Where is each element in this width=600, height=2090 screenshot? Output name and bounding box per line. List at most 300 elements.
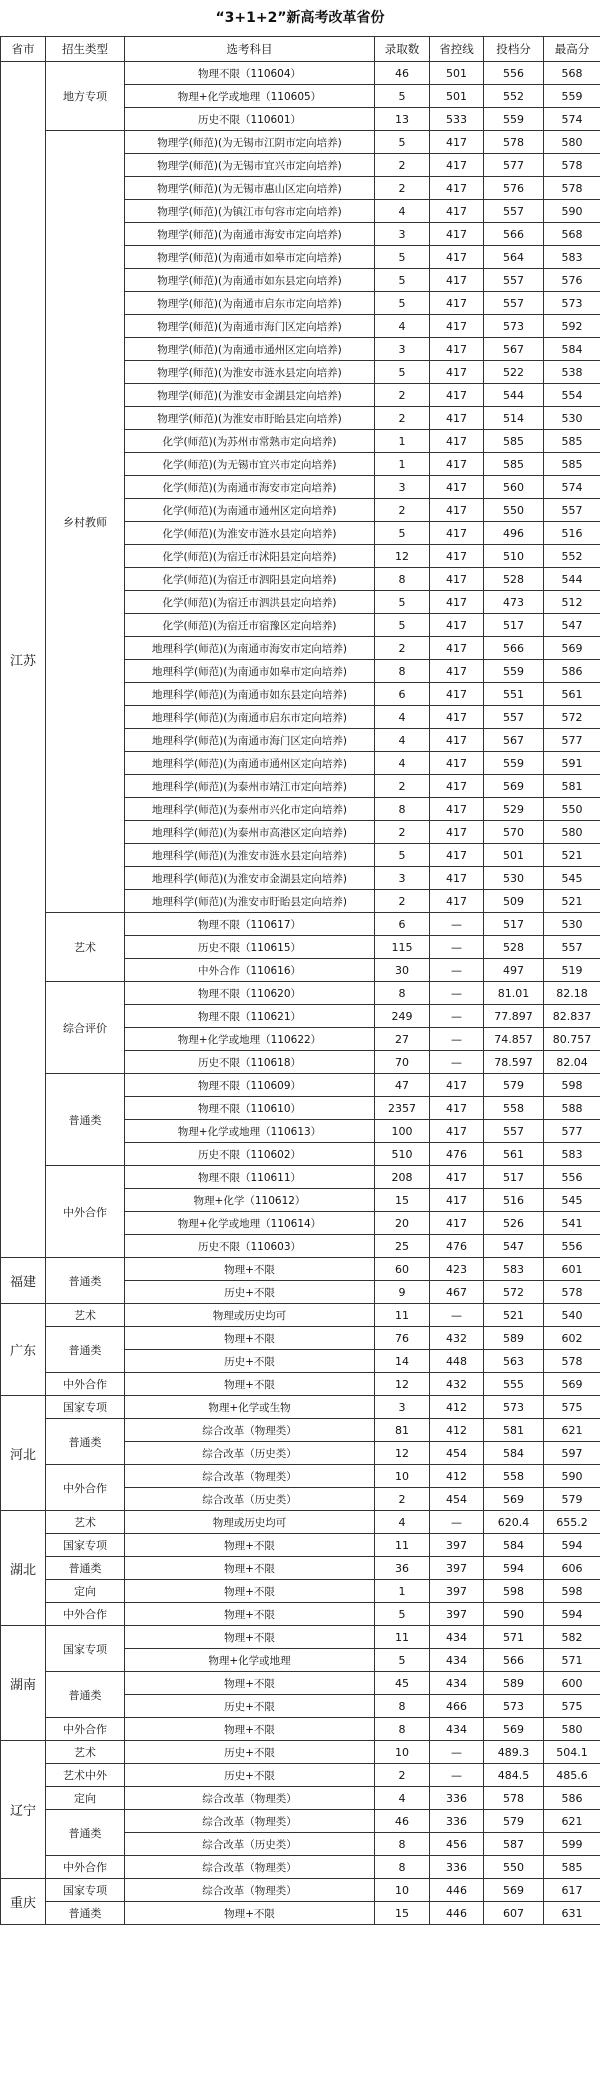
- admission-type-cell: 国家专项: [46, 1879, 125, 1902]
- table-row: [1, 1373, 600, 1396]
- admission-type-cell: 普通类: [46, 1258, 125, 1304]
- subject-cell: 物理不限（110621）: [125, 1005, 375, 1028]
- score-cell: 530: [484, 867, 544, 890]
- province-cell: 重庆: [1, 1879, 46, 1925]
- control-line-cell: 417: [430, 131, 484, 154]
- subject-cell: 地理科学(师范)(为南通市海门区定向培养): [125, 729, 375, 752]
- control-line-cell: 476: [430, 1143, 484, 1166]
- header-count: 录取数: [375, 37, 430, 62]
- subject-cell: 物理+不限: [125, 1327, 375, 1350]
- count-cell: 20: [375, 1212, 430, 1235]
- count-cell: 5: [375, 292, 430, 315]
- control-line-cell: 417: [430, 1120, 484, 1143]
- max-score-cell: 561: [544, 683, 600, 706]
- score-cell: 585: [484, 430, 544, 453]
- table-row: [1, 1166, 600, 1189]
- count-cell: 249: [375, 1005, 430, 1028]
- count-cell: 30: [375, 959, 430, 982]
- max-score-cell: 606: [544, 1557, 600, 1580]
- admission-type-cell: 中外合作: [46, 1718, 125, 1741]
- table-body: [1, 62, 600, 1925]
- subject-cell: 物理+化学或地理（110613）: [125, 1120, 375, 1143]
- table-row: [1, 1419, 600, 1442]
- count-cell: 11: [375, 1304, 430, 1327]
- subject-cell: 历史+不限: [125, 1695, 375, 1718]
- subject-cell: 综合改革（物理类）: [125, 1419, 375, 1442]
- count-cell: 4: [375, 200, 430, 223]
- score-cell: 517: [484, 1166, 544, 1189]
- max-score-cell: 82.18: [544, 982, 600, 1005]
- table-row: [1, 1557, 600, 1580]
- count-cell: 2: [375, 821, 430, 844]
- header-score: 投档分: [484, 37, 544, 62]
- control-line-cell: 417: [430, 292, 484, 315]
- control-line-cell: 417: [430, 614, 484, 637]
- table-row: [1, 1787, 600, 1810]
- table-row: [1, 1327, 600, 1350]
- score-cell: 577: [484, 154, 544, 177]
- table-row: [1, 1764, 600, 1787]
- count-cell: 46: [375, 1810, 430, 1833]
- score-cell: 567: [484, 729, 544, 752]
- control-line-cell: 417: [430, 407, 484, 430]
- control-line-cell: 417: [430, 568, 484, 591]
- max-score-cell: 540: [544, 1304, 600, 1327]
- admission-type-cell: 普通类: [46, 1419, 125, 1465]
- score-cell: 572: [484, 1281, 544, 1304]
- score-cell: 564: [484, 246, 544, 269]
- control-line-cell: 417: [430, 476, 484, 499]
- control-line-cell: 417: [430, 338, 484, 361]
- score-cell: 517: [484, 913, 544, 936]
- score-cell: 589: [484, 1327, 544, 1350]
- subject-cell: 综合改革（历史类）: [125, 1442, 375, 1465]
- score-cell: 566: [484, 1649, 544, 1672]
- control-line-cell: 446: [430, 1902, 484, 1925]
- subject-cell: 历史不限（110602）: [125, 1143, 375, 1166]
- header-row: [1, 37, 600, 62]
- score-cell: 557: [484, 706, 544, 729]
- count-cell: 2: [375, 1488, 430, 1511]
- admission-type-cell: 中外合作: [46, 1603, 125, 1626]
- control-line-cell: 417: [430, 361, 484, 384]
- subject-cell: 地理科学(师范)(为淮安市涟水县定向培养): [125, 844, 375, 867]
- table-row: [1, 1304, 600, 1327]
- subject-cell: 综合改革（历史类）: [125, 1833, 375, 1856]
- max-score-cell: 578: [544, 1281, 600, 1304]
- score-cell: 547: [484, 1235, 544, 1258]
- score-cell: 473: [484, 591, 544, 614]
- table-row: [1, 1074, 600, 1097]
- score-cell: 557: [484, 1120, 544, 1143]
- subject-cell: 化学(师范)(为宿迁市沭阳县定向培养): [125, 545, 375, 568]
- header-subject: 选考科目: [125, 37, 375, 62]
- control-line-cell: —: [430, 959, 484, 982]
- province-cell: 江苏: [1, 62, 46, 1258]
- admission-type-cell: 普通类: [46, 1902, 125, 1925]
- max-score-cell: 521: [544, 890, 600, 913]
- count-cell: 8: [375, 660, 430, 683]
- score-cell: 550: [484, 499, 544, 522]
- count-cell: 12: [375, 1442, 430, 1465]
- admission-type-cell: 定向: [46, 1787, 125, 1810]
- count-cell: 15: [375, 1902, 430, 1925]
- control-line-cell: 417: [430, 775, 484, 798]
- score-cell: 583: [484, 1258, 544, 1281]
- max-score-cell: 598: [544, 1580, 600, 1603]
- count-cell: 3: [375, 223, 430, 246]
- count-cell: 8: [375, 568, 430, 591]
- score-cell: 620.4: [484, 1511, 544, 1534]
- count-cell: 5: [375, 269, 430, 292]
- subject-cell: 化学(师范)(为无锡市宜兴市定向培养): [125, 453, 375, 476]
- count-cell: 46: [375, 62, 430, 85]
- max-score-cell: 575: [544, 1695, 600, 1718]
- count-cell: 4: [375, 706, 430, 729]
- score-cell: 77.897: [484, 1005, 544, 1028]
- count-cell: 2: [375, 177, 430, 200]
- count-cell: 11: [375, 1626, 430, 1649]
- score-cell: 569: [484, 1718, 544, 1741]
- score-cell: 544: [484, 384, 544, 407]
- control-line-cell: 454: [430, 1442, 484, 1465]
- score-cell: 528: [484, 936, 544, 959]
- control-line-cell: 417: [430, 522, 484, 545]
- max-score-cell: 583: [544, 1143, 600, 1166]
- count-cell: 10: [375, 1465, 430, 1488]
- subject-cell: 物理+不限: [125, 1258, 375, 1281]
- table-row: [1, 1741, 600, 1764]
- score-cell: 560: [484, 476, 544, 499]
- count-cell: 47: [375, 1074, 430, 1097]
- admission-type-cell: 地方专项: [46, 62, 125, 131]
- subject-cell: 物理+不限: [125, 1718, 375, 1741]
- score-cell: 528: [484, 568, 544, 591]
- admission-type-cell: 定向: [46, 1580, 125, 1603]
- control-line-cell: 434: [430, 1672, 484, 1695]
- count-cell: 8: [375, 1718, 430, 1741]
- header-province: 省市: [1, 37, 46, 62]
- count-cell: 9: [375, 1281, 430, 1304]
- header-max: 最高分: [544, 37, 600, 62]
- control-line-cell: 417: [430, 752, 484, 775]
- count-cell: 5: [375, 591, 430, 614]
- count-cell: 6: [375, 913, 430, 936]
- table-row: [1, 1718, 600, 1741]
- subject-cell: 物理学(师范)(为南通市通州区定向培养): [125, 338, 375, 361]
- subject-cell: 综合改革（物理类）: [125, 1856, 375, 1879]
- max-score-cell: 545: [544, 867, 600, 890]
- score-cell: 569: [484, 1879, 544, 1902]
- max-score-cell: 547: [544, 614, 600, 637]
- count-cell: 3: [375, 476, 430, 499]
- score-cell: 569: [484, 1488, 544, 1511]
- table-row: [1, 1258, 600, 1281]
- subject-cell: 地理科学(师范)(为泰州市高港区定向培养): [125, 821, 375, 844]
- max-score-cell: 621: [544, 1419, 600, 1442]
- control-line-cell: 397: [430, 1603, 484, 1626]
- max-score-cell: 590: [544, 200, 600, 223]
- score-cell: 589: [484, 1672, 544, 1695]
- count-cell: 1: [375, 453, 430, 476]
- table-row: [1, 1603, 600, 1626]
- score-cell: 557: [484, 200, 544, 223]
- count-cell: 2357: [375, 1097, 430, 1120]
- subject-cell: 化学(师范)(为淮安市涟水县定向培养): [125, 522, 375, 545]
- subject-cell: 物理+化学或地理（110614）: [125, 1212, 375, 1235]
- score-cell: 585: [484, 453, 544, 476]
- control-line-cell: 417: [430, 591, 484, 614]
- max-score-cell: 602: [544, 1327, 600, 1350]
- max-score-cell: 617: [544, 1879, 600, 1902]
- max-score-cell: 556: [544, 1235, 600, 1258]
- admission-type-cell: 中外合作: [46, 1465, 125, 1511]
- max-score-cell: 530: [544, 913, 600, 936]
- count-cell: 5: [375, 1649, 430, 1672]
- count-cell: 5: [375, 131, 430, 154]
- table-row: [1, 1396, 600, 1419]
- max-score-cell: 541: [544, 1212, 600, 1235]
- score-cell: 566: [484, 223, 544, 246]
- max-score-cell: 581: [544, 775, 600, 798]
- control-line-cell: 501: [430, 62, 484, 85]
- subject-cell: 地理科学(师范)(为南通市海安市定向培养): [125, 637, 375, 660]
- subject-cell: 物理学(师范)(为南通市海安市定向培养): [125, 223, 375, 246]
- max-score-cell: 584: [544, 338, 600, 361]
- control-line-cell: 417: [430, 683, 484, 706]
- max-score-cell: 80.757: [544, 1028, 600, 1051]
- max-score-cell: 594: [544, 1534, 600, 1557]
- score-cell: 607: [484, 1902, 544, 1925]
- subject-cell: 物理不限（110617）: [125, 913, 375, 936]
- subject-cell: 物理学(师范)(为淮安市涟水县定向培养): [125, 361, 375, 384]
- subject-cell: 物理学(师范)(为无锡市江阴市定向培养): [125, 131, 375, 154]
- count-cell: 5: [375, 85, 430, 108]
- score-cell: 74.857: [484, 1028, 544, 1051]
- subject-cell: 物理不限（110620）: [125, 982, 375, 1005]
- count-cell: 2: [375, 384, 430, 407]
- max-score-cell: 586: [544, 660, 600, 683]
- subject-cell: 物理不限（110604）: [125, 62, 375, 85]
- count-cell: 2: [375, 407, 430, 430]
- score-cell: 551: [484, 683, 544, 706]
- subject-cell: 物理学(师范)(为无锡市宜兴市定向培养): [125, 154, 375, 177]
- control-line-cell: 417: [430, 315, 484, 338]
- control-line-cell: 466: [430, 1695, 484, 1718]
- subject-cell: 历史+不限: [125, 1741, 375, 1764]
- score-cell: 552: [484, 85, 544, 108]
- score-cell: 497: [484, 959, 544, 982]
- count-cell: 2: [375, 154, 430, 177]
- province-cell: 福建: [1, 1258, 46, 1304]
- control-line-cell: —: [430, 1741, 484, 1764]
- control-line-cell: 434: [430, 1718, 484, 1741]
- subject-cell: 物理+不限: [125, 1373, 375, 1396]
- score-cell: 484.5: [484, 1764, 544, 1787]
- count-cell: 10: [375, 1741, 430, 1764]
- max-score-cell: 592: [544, 315, 600, 338]
- score-cell: 557: [484, 292, 544, 315]
- subject-cell: 历史+不限: [125, 1350, 375, 1373]
- admission-type-cell: 艺术: [46, 1741, 125, 1764]
- count-cell: 5: [375, 1603, 430, 1626]
- count-cell: 27: [375, 1028, 430, 1051]
- score-cell: 556: [484, 62, 544, 85]
- subject-cell: 物理+化学（110612）: [125, 1189, 375, 1212]
- admission-type-cell: 普通类: [46, 1810, 125, 1856]
- admission-type-cell: 乡村教师: [46, 131, 125, 913]
- admission-type-cell: 中外合作: [46, 1373, 125, 1396]
- score-cell: 573: [484, 315, 544, 338]
- count-cell: 76: [375, 1327, 430, 1350]
- count-cell: 6: [375, 683, 430, 706]
- control-line-cell: 336: [430, 1787, 484, 1810]
- control-line-cell: 417: [430, 1212, 484, 1235]
- score-cell: 598: [484, 1580, 544, 1603]
- subject-cell: 历史不限（110601）: [125, 108, 375, 131]
- subject-cell: 物理+不限: [125, 1672, 375, 1695]
- count-cell: 2: [375, 637, 430, 660]
- count-cell: 115: [375, 936, 430, 959]
- max-score-cell: 519: [544, 959, 600, 982]
- max-score-cell: 631: [544, 1902, 600, 1925]
- control-line-cell: 417: [430, 1166, 484, 1189]
- subject-cell: 物理学(师范)(为无锡市惠山区定向培养): [125, 177, 375, 200]
- control-line-cell: 417: [430, 430, 484, 453]
- score-cell: 590: [484, 1603, 544, 1626]
- count-cell: 4: [375, 729, 430, 752]
- count-cell: 5: [375, 614, 430, 637]
- control-line-cell: 412: [430, 1419, 484, 1442]
- subject-cell: 地理科学(师范)(为淮安市盱眙县定向培养): [125, 890, 375, 913]
- count-cell: 208: [375, 1166, 430, 1189]
- control-line-cell: 417: [430, 384, 484, 407]
- control-line-cell: 417: [430, 499, 484, 522]
- control-line-cell: 397: [430, 1557, 484, 1580]
- count-cell: 510: [375, 1143, 430, 1166]
- subject-cell: 物理+不限: [125, 1603, 375, 1626]
- count-cell: 2: [375, 890, 430, 913]
- control-line-cell: —: [430, 1051, 484, 1074]
- score-cell: 569: [484, 775, 544, 798]
- control-line-cell: 417: [430, 246, 484, 269]
- table-row: [1, 1672, 600, 1695]
- score-cell: 584: [484, 1442, 544, 1465]
- subject-cell: 物理+不限: [125, 1626, 375, 1649]
- max-score-cell: 585: [544, 430, 600, 453]
- max-score-cell: 580: [544, 821, 600, 844]
- subject-cell: 物理+不限: [125, 1557, 375, 1580]
- count-cell: 14: [375, 1350, 430, 1373]
- score-cell: 78.597: [484, 1051, 544, 1074]
- subject-cell: 物理+化学或地理（110605）: [125, 85, 375, 108]
- control-line-cell: 412: [430, 1396, 484, 1419]
- admission-table: [0, 36, 600, 1925]
- control-line-cell: 454: [430, 1488, 484, 1511]
- subject-cell: 物理或历史均可: [125, 1304, 375, 1327]
- subject-cell: 物理学(师范)(为淮安市盱眙县定向培养): [125, 407, 375, 430]
- max-score-cell: 580: [544, 131, 600, 154]
- admission-type-cell: 艺术: [46, 1304, 125, 1327]
- count-cell: 8: [375, 1695, 430, 1718]
- count-cell: 15: [375, 1189, 430, 1212]
- table-row: [1, 982, 600, 1005]
- max-score-cell: 569: [544, 1373, 600, 1396]
- admission-type-cell: 综合评价: [46, 982, 125, 1074]
- control-line-cell: 417: [430, 545, 484, 568]
- table-row: [1, 62, 600, 85]
- max-score-cell: 601: [544, 1258, 600, 1281]
- score-cell: 555: [484, 1373, 544, 1396]
- score-cell: 567: [484, 338, 544, 361]
- count-cell: 3: [375, 338, 430, 361]
- province-cell: 河北: [1, 1396, 46, 1511]
- control-line-cell: 417: [430, 729, 484, 752]
- count-cell: 13: [375, 108, 430, 131]
- subject-cell: 地理科学(师范)(为泰州市兴化市定向培养): [125, 798, 375, 821]
- count-cell: 5: [375, 361, 430, 384]
- control-line-cell: 417: [430, 200, 484, 223]
- count-cell: 12: [375, 1373, 430, 1396]
- max-score-cell: 485.6: [544, 1764, 600, 1787]
- control-line-cell: 417: [430, 660, 484, 683]
- score-cell: 573: [484, 1396, 544, 1419]
- control-line-cell: 417: [430, 154, 484, 177]
- score-cell: 514: [484, 407, 544, 430]
- max-score-cell: 580: [544, 1718, 600, 1741]
- max-score-cell: 597: [544, 1442, 600, 1465]
- count-cell: 2: [375, 1764, 430, 1787]
- max-score-cell: 545: [544, 1189, 600, 1212]
- max-score-cell: 594: [544, 1603, 600, 1626]
- count-cell: 5: [375, 522, 430, 545]
- table-row: [1, 1580, 600, 1603]
- control-line-cell: —: [430, 1764, 484, 1787]
- max-score-cell: 530: [544, 407, 600, 430]
- max-score-cell: 569: [544, 637, 600, 660]
- count-cell: 4: [375, 315, 430, 338]
- control-line-cell: 417: [430, 637, 484, 660]
- subject-cell: 物理+化学或地理（110622）: [125, 1028, 375, 1051]
- subject-cell: 地理科学(师范)(为淮安市金湖县定向培养): [125, 867, 375, 890]
- subject-cell: 地理科学(师范)(为南通市如东县定向培养): [125, 683, 375, 706]
- control-line-cell: 417: [430, 223, 484, 246]
- subject-cell: 中外合作（110616）: [125, 959, 375, 982]
- score-cell: 579: [484, 1074, 544, 1097]
- subject-cell: 化学(师范)(为南通市通州区定向培养): [125, 499, 375, 522]
- count-cell: 5: [375, 844, 430, 867]
- control-line-cell: 417: [430, 177, 484, 200]
- count-cell: 4: [375, 1511, 430, 1534]
- score-cell: 561: [484, 1143, 544, 1166]
- count-cell: 12: [375, 545, 430, 568]
- score-cell: 501: [484, 844, 544, 867]
- control-line-cell: —: [430, 1028, 484, 1051]
- control-line-cell: 336: [430, 1810, 484, 1833]
- subject-cell: 物理不限（110610）: [125, 1097, 375, 1120]
- score-cell: 573: [484, 1695, 544, 1718]
- max-score-cell: 577: [544, 1120, 600, 1143]
- max-score-cell: 576: [544, 269, 600, 292]
- subject-cell: 化学(师范)(为南通市海安市定向培养): [125, 476, 375, 499]
- subject-cell: 物理学(师范)(为南通市如皋市定向培养): [125, 246, 375, 269]
- control-line-cell: 417: [430, 844, 484, 867]
- max-score-cell: 557: [544, 936, 600, 959]
- admission-type-cell: 普通类: [46, 1672, 125, 1718]
- max-score-cell: 574: [544, 108, 600, 131]
- control-line-cell: 434: [430, 1626, 484, 1649]
- control-line-cell: 417: [430, 890, 484, 913]
